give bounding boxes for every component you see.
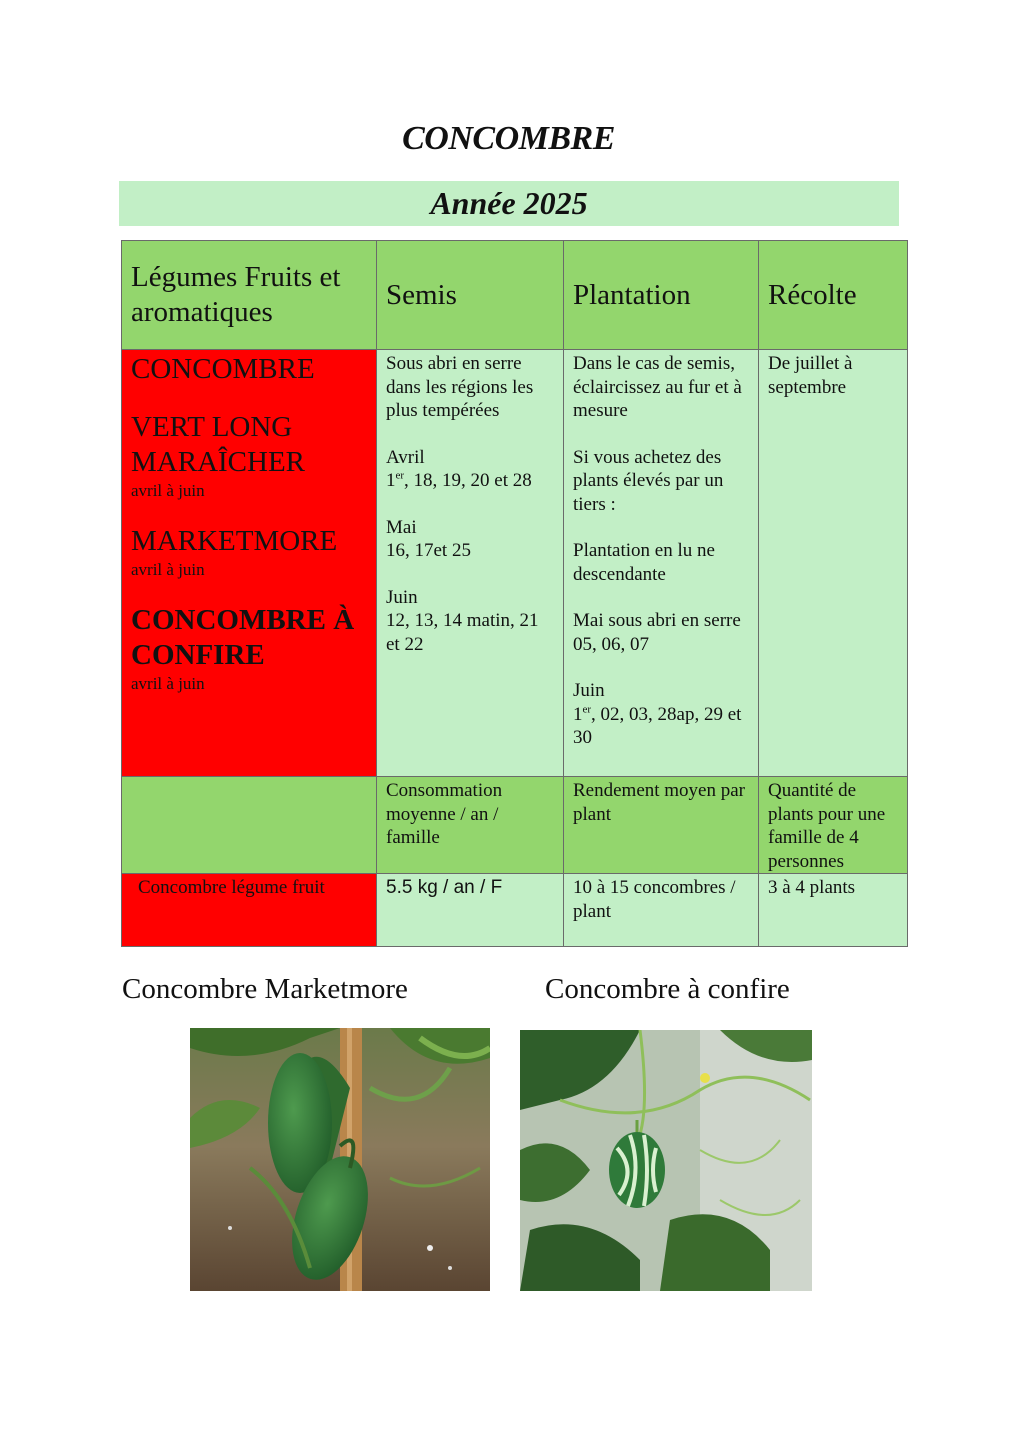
year-banner: Année 2025	[119, 181, 899, 226]
plantation-lune: Plantation en lu ne descendante	[573, 540, 715, 585]
semis-avril-dates: 1er, 18, 19, 20 et 28	[386, 469, 532, 491]
semis-juin-label: Juin	[386, 586, 418, 608]
header-plantation: Plantation	[564, 241, 759, 350]
header-vegetables: Légumes Fruits et aromatiques	[122, 241, 377, 350]
table-row	[122, 874, 908, 947]
semis-mai-dates: 16, 17et 25	[386, 540, 471, 561]
plantation-plants: Si vous achetez des plants élevés par un tiers :	[573, 446, 724, 515]
crop-table	[121, 240, 908, 947]
subheader-quantite: Quantité de plants pour une famille de 4 personnes	[759, 777, 908, 874]
subheader-rendement: Rendement moyen par plant	[564, 777, 759, 874]
page-title: CONCOMBRE	[402, 120, 615, 157]
variety-period: avril à juin	[131, 481, 205, 500]
table-subheader-row	[122, 777, 908, 874]
recolte-cell: De juillet à septembre	[759, 350, 908, 777]
caption-marketmore: Concombre Marketmore	[122, 973, 408, 1005]
semis-intro: Sous abri en serre dans les régions les plus tempérées	[386, 353, 534, 421]
marketmore-photo	[190, 1028, 490, 1291]
semis-cell	[377, 350, 564, 777]
semis-avril-label: Avril	[386, 446, 425, 468]
variety-marketmore: MARKETMORE	[131, 525, 338, 557]
header-recolte: Récolte	[759, 241, 908, 350]
plantation-cell	[564, 350, 759, 777]
plantation-mai-dates: 05, 06, 07	[573, 633, 649, 655]
plantation-juin-dates: 1er, 02, 03, 28ap, 29 et 30	[573, 703, 742, 748]
plantation-juin-label: Juin	[573, 680, 605, 701]
varieties-cell	[122, 350, 377, 777]
variety-concombre: CONCOMBRE	[131, 353, 315, 385]
plantation-mai: Mai sous abri en serre	[573, 610, 741, 631]
a-confire-photo	[520, 1030, 812, 1291]
consommation-value: 5.5 kg / an / F	[377, 874, 564, 947]
rendement-value: 10 à 15 concombres / plant	[564, 874, 759, 947]
semis-juin-dates: 12, 13, 14 matin, 21 et 22	[386, 610, 539, 655]
subheader-empty	[122, 777, 377, 874]
a-confire-illustration	[520, 1030, 812, 1291]
variety-period: avril à juin	[131, 674, 205, 693]
subheader-consommation: Consommation moyenne / an / famille	[377, 777, 564, 874]
plantation-intro: Dans le cas de semis, éclaircissez au fur et à mesure	[573, 353, 742, 421]
quantite-value: 3 à 4 plants	[759, 874, 908, 947]
table-row	[122, 350, 908, 777]
semis-mai-label: Mai	[386, 516, 417, 538]
caption-a-confire: Concombre à confire	[545, 973, 790, 1005]
marketmore-illustration	[190, 1028, 490, 1291]
legume-fruit-cell: Concombre légume fruit	[122, 874, 377, 947]
variety-a-confire: CONCOMBRE À CONFIRE	[131, 604, 355, 671]
header-semis: Semis	[377, 241, 564, 350]
variety-vert-long: VERT LONG MARAÎCHER	[131, 411, 306, 478]
table-header-row	[122, 241, 908, 350]
variety-period: avril à juin	[131, 560, 205, 579]
